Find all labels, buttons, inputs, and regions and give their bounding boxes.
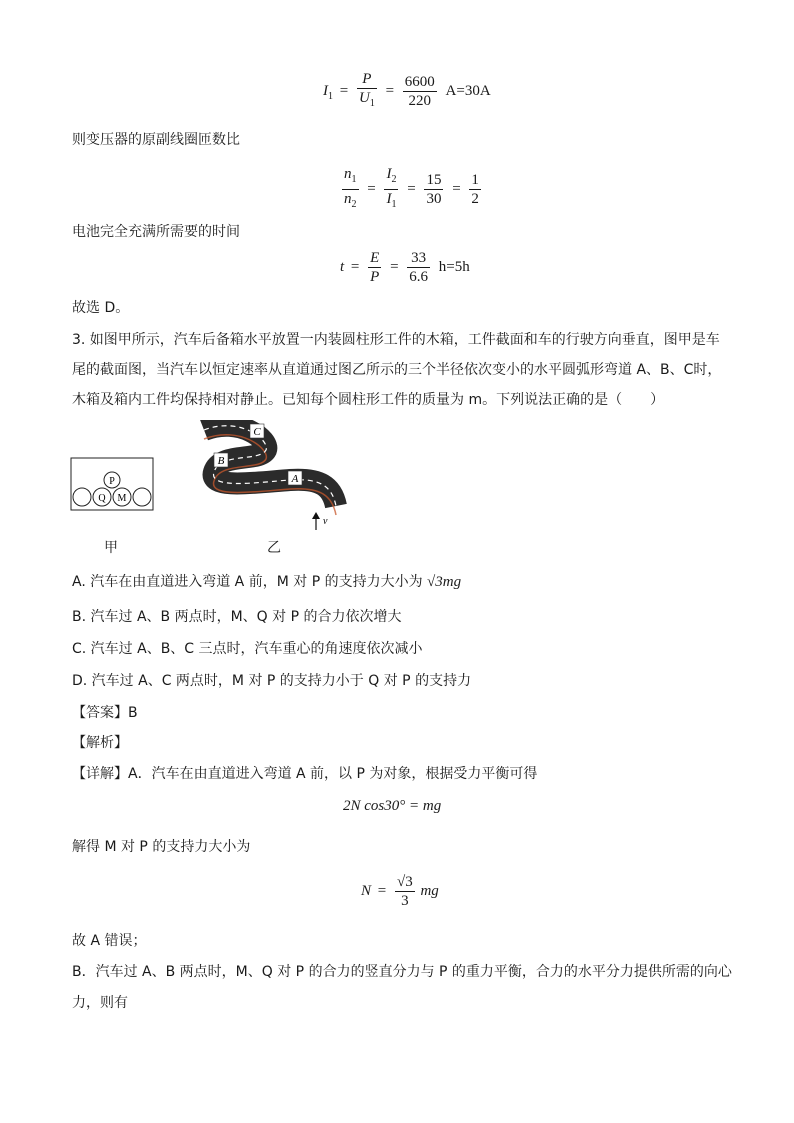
velocity-label: v — [323, 516, 328, 527]
figure-yi-label: 乙 — [267, 540, 281, 556]
option-a — [72, 572, 461, 592]
formula-force-balance: 2N cos30° = mg — [343, 798, 442, 814]
option-b: B. 汽车过 A、B 两点时，M、Q 对 P 的合力依次增大 — [72, 609, 402, 625]
circle-p-label: P — [109, 476, 115, 487]
question-line-1: 3. 如图甲所示，汽车后备箱水平放置一内装圆柱形工件的木箱，工件截面和车的行驶方向垂直，图甲是车 — [72, 332, 720, 348]
road-b-label: B — [217, 455, 225, 467]
formula-current: $I_1$ = $\frac{P}{U_1}$ = $\frac{6600}{220}$ A=30A — [323, 71, 491, 109]
road-c-label: C — [253, 426, 261, 438]
text-b-line-2: 力，则有 — [72, 995, 128, 1011]
option-d: D. 汽车过 A、C 两点时，M 对 P 的支持力小于 Q 对 P 的支持力 — [72, 673, 472, 689]
question-line-3: 木箱及箱内工件均保持相对静止。已知每个圆柱形工件的质量为 m。下列说法正确的是（ ） — [72, 392, 665, 408]
analysis-tag: 【解析】 — [72, 735, 128, 751]
figure-yi-road — [200, 420, 348, 532]
circle-m-label: M — [117, 493, 127, 504]
text-wrong: 故 A 错误； — [72, 933, 147, 949]
figure-jia-label: 甲 — [104, 540, 118, 556]
circle-q-label: Q — [98, 493, 106, 504]
answer-tag: 【答案】B — [72, 705, 138, 721]
text-ratio: 则变压器的原副线圈匝数比 — [72, 132, 240, 148]
formula-support-force: N = $\frac{√3}{3}$ mg — [361, 874, 439, 909]
text-time: 电池完全充满所需要的时间 — [72, 224, 240, 240]
text-choose: 故选 D。 — [72, 300, 130, 316]
text-b-line-1: B．汽车过 A、B 两点时，M、Q 对 P 的合力的竖直分力与 P 的重力平衡，合力的水平分力提供所需的向心 — [72, 964, 732, 980]
option-a-math: √3mg — [427, 574, 462, 590]
question-line-2: 尾的截面图，当汽车以恒定速率从直道通过图乙所示的三个半径依次变小的水平圆弧形弯道 A、B、C时， — [72, 362, 722, 378]
option-c: C. 汽车过 A、B、C 三点时，汽车重心的角速度依次减小 — [72, 641, 423, 657]
formula-time: t = $\frac{E}{P}$ = $\frac{33}{6.6}$ h=5h — [340, 250, 470, 285]
road-a-label: A — [291, 473, 299, 485]
formula-ratio: $\frac{n_1}{n_2}$ = $\frac{I_2}{I_1}$ = $\frac{15}{30}$ = $\frac{1}{2}$ — [344, 166, 479, 210]
detail-text: 【详解】A．汽车在由直道进入弯道 A 前，以 P 为对象，根据受力平衡可得 — [72, 766, 538, 782]
figure-jia — [70, 456, 156, 512]
text-solve: 解得 M 对 P 的支持力大小为 — [72, 839, 251, 855]
option-a-text: A. 汽车在由直道进入弯道 A 前，M 对 P 的支持力大小为 — [72, 574, 423, 590]
